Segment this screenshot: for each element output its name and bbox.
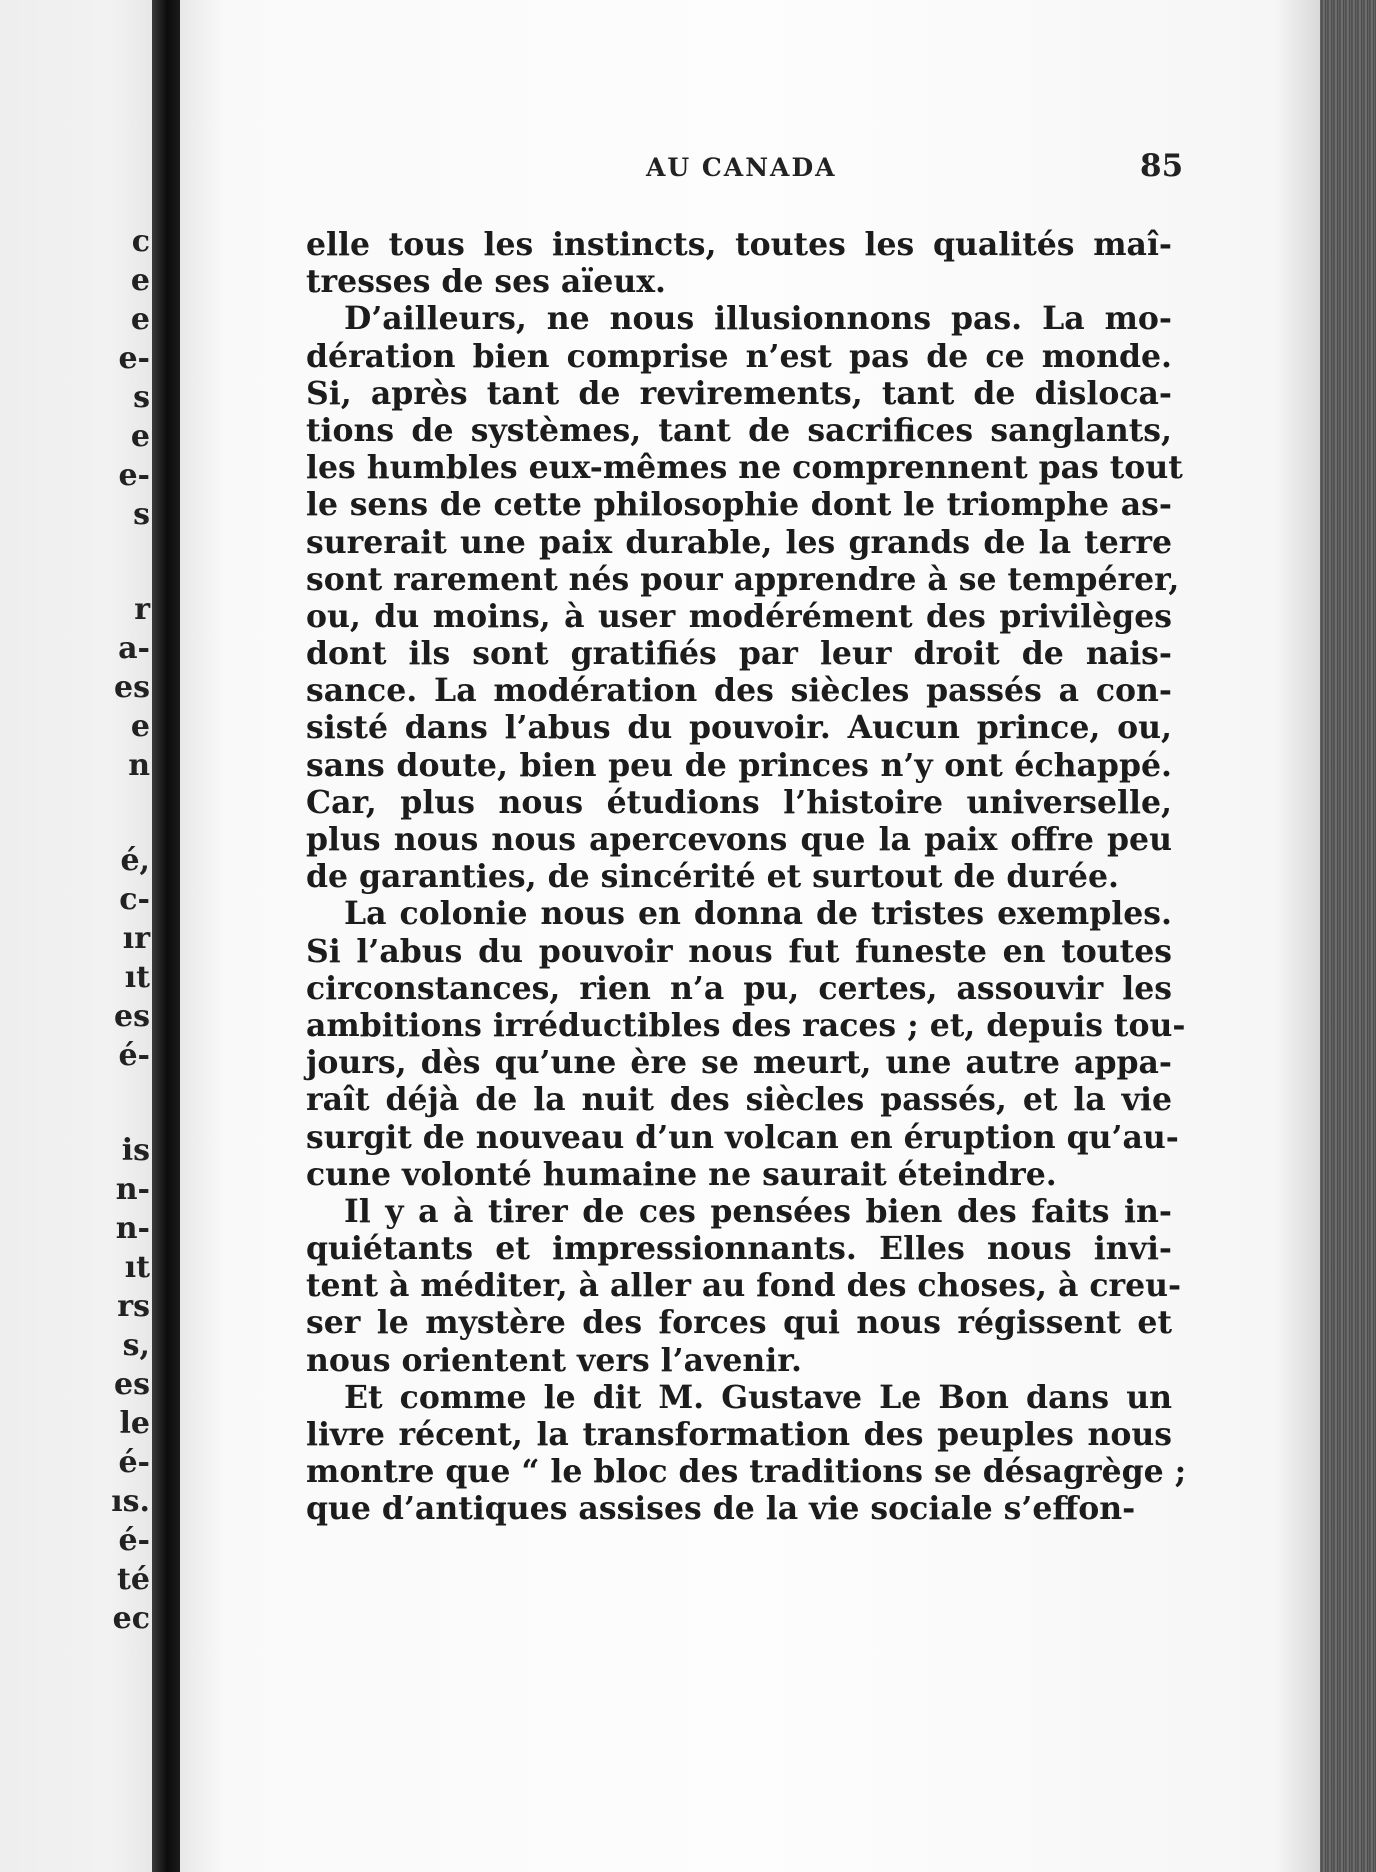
page-number: 85 [1140,148,1184,184]
text-line: jours, dès qu’une ère se meurt, une autre appa- [306,1044,1172,1082]
left-fragment: c [131,224,150,259]
body-text [306,226,1187,1528]
left-fragment: é, [120,843,150,878]
left-fragment: é- [118,1038,150,1073]
left-fragment: e- [118,341,150,376]
left-fragment: es [114,670,150,705]
text-line: ambitions irréductibles des races ; et, depuis tou- [306,1006,1186,1044]
text-line: ou, du moins, à user modérément des privilèges [306,597,1172,635]
running-title: AU CANADA [646,153,837,182]
left-fragment: ıt [124,960,150,995]
left-fragment: e [130,709,150,744]
paragraph [306,1192,1182,1379]
paragraph [306,226,1172,300]
text-line: sans doute, bien peu de princes n’y ont échappé. [306,746,1172,784]
text-line: cune volonté humaine ne saurait éteindre. [306,1155,1057,1193]
text-line: Si l’abus du pouvoir nous fut funeste en toutes [306,932,1172,970]
text-line: raît déjà de la nuit des siècles passés, et la vie [306,1081,1172,1119]
text-line: plus nous nous apercevons que la paix offre peu [306,821,1172,858]
left-fragment: e [130,302,150,337]
book-gutter [152,0,182,1872]
left-fragment: é- [118,1445,150,1480]
left-fragment: le [119,1406,150,1441]
paragraph [306,300,1183,896]
left-fragment: ıs. [111,1484,150,1519]
text-line: sont rarement nés pour apprendre à se tempérer, [306,560,1180,598]
left-fragment: n- [115,1172,150,1207]
text-line: dération bien comprise n’est pas de ce monde. [306,337,1172,375]
text-line: Si, après tant de revirements, tant de disloca- [306,374,1172,412]
left-fragment: e [130,263,150,298]
text-line: nous orientent vers l’avenir. [306,1341,802,1379]
paragraph [306,895,1186,1193]
text-line: de garanties, de sincérité et surtout de durée. [306,858,1119,896]
text-line: tions de systèmes, tant de sacrifices sanglants, [306,411,1172,449]
left-fragment: r [134,592,150,627]
text-line: sance. La modération des siècles passés a con- [306,672,1172,710]
left-fragment: es [114,1367,150,1402]
text-line: sisté dans l’abus du pouvoir. Aucun prince, ou, [306,709,1172,747]
text-line: Et comme le dit M. Gustave Le Bon dans un [344,1378,1172,1416]
text-line: le sens de cette philosophie dont le triomphe as- [306,486,1172,524]
left-fragment: n- [115,1211,150,1246]
left-fragment: e [130,419,150,454]
left-fragment: é- [118,1523,150,1558]
left-fragment: es [114,999,150,1034]
left-fragment: ec [112,1601,150,1636]
text-line: ser le mystère des forces qui nous régissent et [306,1304,1172,1342]
left-fragment: e- [118,458,150,493]
left-fragment: ıt [124,1250,150,1285]
text-line: les humbles eux-mêmes ne comprennent pas tout [306,449,1183,487]
left-fragment: n [128,748,150,783]
page-edges [1320,0,1376,1872]
text-line: surgit de nouveau d’un volcan en éruption qu’au- [306,1118,1179,1156]
text-line: tresses de ses aïeux. [306,263,666,301]
text-line: D’ailleurs, ne nous illusionnons pas. La mo- [344,300,1172,338]
left-fragment: s [133,380,150,415]
left-fragment: c- [119,882,150,917]
text-line: elle tous les instincts, toutes les qualités maî- [306,226,1172,263]
text-line: circonstances, rien n’a pu, certes, assouvir les [306,969,1172,1007]
text-line: La colonie nous en donna de tristes exemples. [344,895,1172,933]
text-line: tent à méditer, à aller au fond des choses, à creu- [306,1267,1182,1305]
left-fragment: ır [122,921,150,956]
left-fragment: s, [122,1328,150,1363]
text-line: quiétants et impressionnants. Elles nous invi- [306,1230,1172,1268]
text-line: surerait une paix durable, les grands de la terre [306,523,1172,561]
text-line: que d’antiques assises de la vie sociale s’effon- [306,1490,1136,1528]
text-line: Car, plus nous étudions l’histoire universelle, [306,783,1172,821]
left-facing-page [0,0,158,1872]
left-fragment: is [121,1133,150,1168]
left-fragment: té [117,1562,150,1597]
paragraph [306,1378,1187,1528]
text-line: dont ils sont gratifiés par leur droit de nais- [306,635,1172,673]
text-line: livre récent, la transformation des peuples nous [306,1416,1172,1453]
text-line: montre que “ le bloc des traditions se désagrège ; [306,1453,1187,1491]
left-page-text-fragments [0,0,150,1872]
left-fragment: a- [118,631,150,666]
text-line: Il y a à tirer de ces pensées bien des faits in- [344,1192,1172,1230]
left-fragment: s [133,497,150,532]
left-fragment: rs [117,1289,150,1324]
